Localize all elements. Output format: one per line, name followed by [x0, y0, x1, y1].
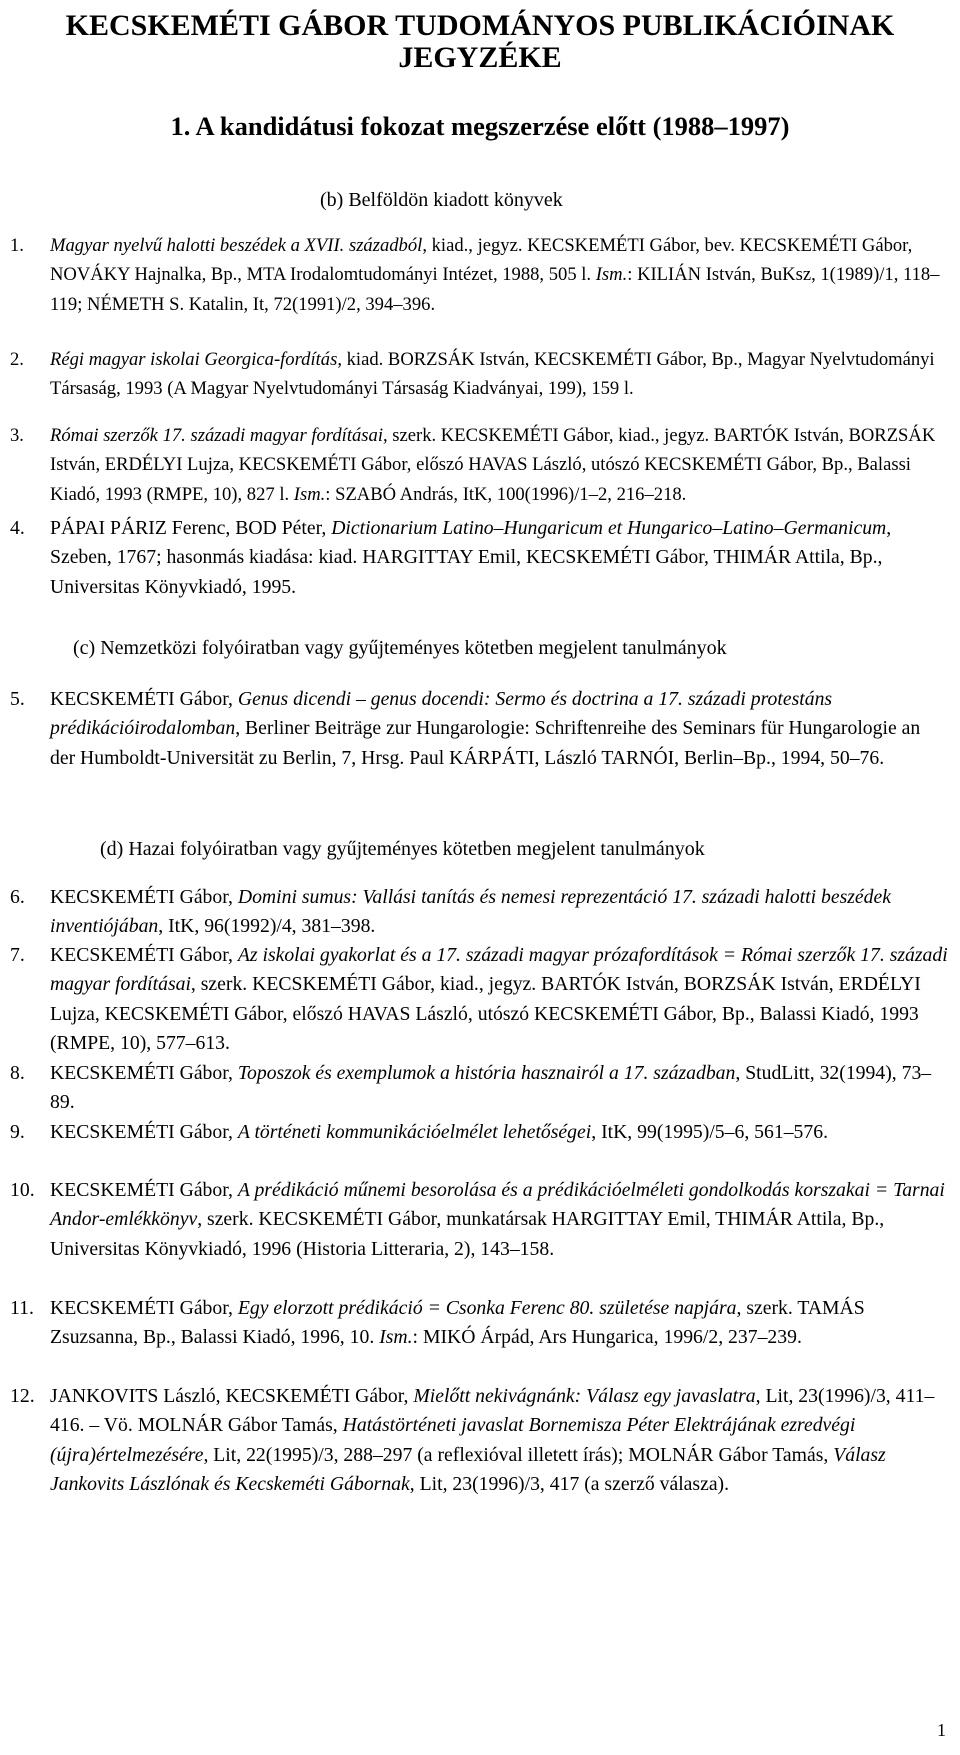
entry-title-italic: Ism. [293, 483, 326, 505]
entry-title-italic: Toposzok és exemplumok a história hasznairól a 17. században [237, 1062, 736, 1084]
entry-text [50, 231, 950, 319]
entry-text [50, 1059, 950, 1118]
entry-title-italic: Az iskolai gyakorlat és a 17. századi magyar prózafordítások = Római szerzők 17. századi magyar fordításai [50, 944, 948, 996]
entry-text-segment: , kiad., jegyz. KECSKEMÉTI Gábor, bev. KECSKEMÉTI Gábor, NOVÁKY Hajnalka, Bp., MTA Irodalomtudományi Intézet, 1988, 505 l. [50, 235, 913, 286]
entry-text-segment: KECSKEMÉTI Gábor, [50, 886, 238, 908]
section-heading-c: (c) Nemzetközi folyóiratban vagy gyűjteményes kötetben megjelent tanulmányok [73, 637, 727, 659]
bibliography-entry [10, 345, 950, 404]
entry-text-segment: KECSKEMÉTI Gábor, [50, 1062, 238, 1084]
page-title-line-2: JEGYZÉKE [398, 41, 562, 74]
entry-title-italic: Dictionarium Latino–Hungaricum et Hungarico–Latino–Germanicum [331, 517, 887, 539]
bibliography-entry [10, 1382, 950, 1499]
entry-text-segment: : KILIÁN István, BuKsz, 1(1989)/1, 118–119; NÉMETH S. Katalin, It, 72(1991)/2, 394–396. [50, 264, 940, 315]
entry-number: 6. [10, 886, 25, 908]
entry-title-italic: Ism. [595, 264, 628, 286]
entry-title-italic: Régi magyar iskolai Georgica-fordítás [50, 349, 338, 370]
entry-text-segment: KECSKEMÉTI Gábor, [50, 944, 238, 966]
entry-number: 10. [10, 1179, 35, 1201]
entry-number: 5. [10, 688, 25, 710]
bibliography-entry [10, 1059, 950, 1118]
entry-text [50, 1118, 950, 1147]
entry-number: 12. [10, 1385, 35, 1407]
entry-text [50, 685, 950, 773]
entry-text-segment: PÁPAI PÁRIZ Ferenc, BOD Péter, [50, 517, 332, 539]
entry-number: 8. [10, 1062, 25, 1084]
entry-number: 4. [10, 517, 25, 539]
page-title-line-1: KECSKEMÉTI GÁBOR TUDOMÁNYOS PUBLIKÁCIÓINAK [65, 9, 895, 42]
entry-text-segment: , StudLitt, 32(1994), 73–89. [50, 1062, 932, 1114]
page-number: 1 [937, 1720, 946, 1740]
entry-title-italic: Egy elorzott prédikáció = Csonka Ferenc 80. születése napjára [237, 1297, 737, 1319]
entry-text-segment: , szerk. KECSKEMÉTI Gábor, kiad., jegyz. BARTÓK István, BORZSÁK István, ERDÉLYI Lujza, KECSKEMÉTI Gábor, előszó HAVAS László, utószó KECSKEMÉTI Gábor, Bp., Balassi Kiadó, 1993 (RMPE, 10), 577–613. [50, 973, 921, 1054]
entry-text-segment: , Lit, 23(1996)/3, 411–416. – Vö. MOLNÁR Gábor Tamás, [50, 1385, 935, 1437]
section-heading-d: (d) Hazai folyóiratban vagy gyűjteményes kötetben megjelent tanulmányok [100, 838, 705, 860]
entry-text [50, 1382, 950, 1499]
entry-title-italic: Magyar nyelvű halotti beszédek a XVII. századból [50, 235, 423, 256]
entry-text-segment: , szerk. KECSKEMÉTI Gábor, kiad., jegyz. BARTÓK István, BORZSÁK István, ERDÉLYI Lujza, KECSKEMÉTI Gábor, előszó HAVAS László, utószó KECSKEMÉTI Gábor, Bp., Balassi Kiadó, 1993 (RMPE, 10), 827 l. [50, 425, 936, 505]
entry-text [50, 1176, 950, 1264]
entry-text [50, 941, 950, 1058]
bibliography-entry [10, 421, 950, 509]
entry-title-italic: Hatástörténeti javaslat Bornemisza Péter Elektrájának ezredvégi (újra)értelmezésére [50, 1414, 856, 1466]
entry-text-segment: , kiad. BORZSÁK István, KECSKEMÉTI Gábor, Bp., Magyar Nyelvtudományi Társaság, 1993 (A Magyar Nyelvtudományi Társaság Kiadványai, 199), 159 l. [50, 349, 935, 400]
entry-text [50, 421, 950, 509]
entry-title-italic: Római szerzők 17. századi magyar fordításai [50, 425, 383, 446]
entry-number: 11. [10, 1297, 34, 1319]
entry-title-italic: Domini sumus: Vallási tanítás és nemesi reprezentáció 17. századi halotti beszédek inventiójában [50, 886, 891, 938]
bibliography-entry [10, 1176, 950, 1264]
entry-title-italic: A prédikáció műnemi besorolása és a prédikációelméleti gondolkodás korszakai = Tarnai Andor-emlékkönyv [50, 1179, 945, 1231]
entry-text-segment: KECSKEMÉTI Gábor, [50, 1121, 238, 1143]
bibliography-entry [10, 1294, 950, 1353]
entry-text-segment: , ItK, 96(1992)/4, 381–398. [158, 915, 376, 938]
entry-text-segment: , ItK, 99(1995)/5–6, 561–576. [591, 1121, 828, 1143]
entry-text-segment: , Szeben, 1767; hasonmás kiadása: kiad. HARGITTAY Emil, KECSKEMÉTI Gábor, THIMÁR Attila, Bp., Universitas Könyvkiadó, 1995. [50, 517, 892, 598]
section-heading-b: (b) Belföldön kiadott könyvek [320, 189, 563, 211]
entry-text-segment: KECSKEMÉTI Gábor, [50, 688, 238, 710]
entry-number: 3. [10, 425, 24, 446]
entry-number: 2. [10, 349, 24, 370]
bibliography-entry [10, 941, 950, 1058]
entry-text-segment: KECSKEMÉTI Gábor, [50, 1297, 238, 1319]
entry-text [50, 345, 950, 404]
entry-text-segment: KECSKEMÉTI Gábor, [50, 1179, 238, 1201]
entry-text-segment: , Lit, 22(1995)/3, 288–297 (a reflexióval illetett írás); MOLNÁR Gábor Tamás, [203, 1443, 834, 1466]
entry-text-segment: , Berliner Beiträge zur Hungarologie: Schriftenreihe des Seminars für Hungarologie an der Humboldt-Universität zu Berlin, 7, Hrsg. Paul KÁRPÁTI, László TARNÓI, Berlin–Bp., 1994, 50–76. [50, 717, 921, 769]
entry-number: 9. [10, 1121, 25, 1143]
entry-text-segment: , szerk. TAMÁS Zsuzsanna, Bp., Balassi Kiadó, 1996, 10. [50, 1297, 865, 1349]
entry-text [50, 514, 950, 602]
entry-text-segment: , Lit, 23(1996)/3, 417 (a szerző válasza). [409, 1472, 730, 1495]
entry-text [50, 1294, 950, 1353]
entry-number: 1. [10, 235, 24, 256]
entry-title-italic: Genus dicendi – genus docendi: Sermo és doctrina a 17. századi protestáns prédikációirodalomban [50, 688, 833, 740]
bibliography-entry [10, 231, 950, 319]
chapter-heading: 1. A kandidátusi fokozat megszerzése előtt (1988–1997) [170, 111, 790, 141]
entry-number: 7. [10, 944, 25, 966]
entry-title-italic: Mielőtt nekivágnánk: Válasz egy javaslatra [413, 1385, 756, 1407]
bibliography-entry [10, 685, 950, 773]
bibliography-entry [10, 883, 950, 942]
entry-text-segment: : SZABÓ András, ItK, 100(1996)/1–2, 216–218. [325, 483, 687, 505]
entry-text-segment: JANKOVITS László, KECSKEMÉTI Gábor, [50, 1385, 414, 1407]
entry-text-segment: , szerk. KECSKEMÉTI Gábor, munkatársak HARGITTAY Emil, THIMÁR Attila, Bp., Universitas Könyvkiadó, 1996 (Historia Litteraria, 2), 143–158. [50, 1208, 885, 1260]
entry-title-italic: Válasz Jankovits Lászlónak és Kecskeméti Gábornak [50, 1443, 886, 1495]
bibliography-entry [10, 1118, 950, 1147]
entry-title-italic: A történeti kommunikációelmélet lehetőségei [237, 1121, 592, 1143]
entry-text-segment: : MIKÓ Árpád, Ars Hungarica, 1996/2, 237–239. [412, 1326, 802, 1349]
entry-text [50, 883, 950, 942]
entry-title-italic: Ism. [379, 1326, 413, 1349]
bibliography-entry [10, 514, 950, 602]
